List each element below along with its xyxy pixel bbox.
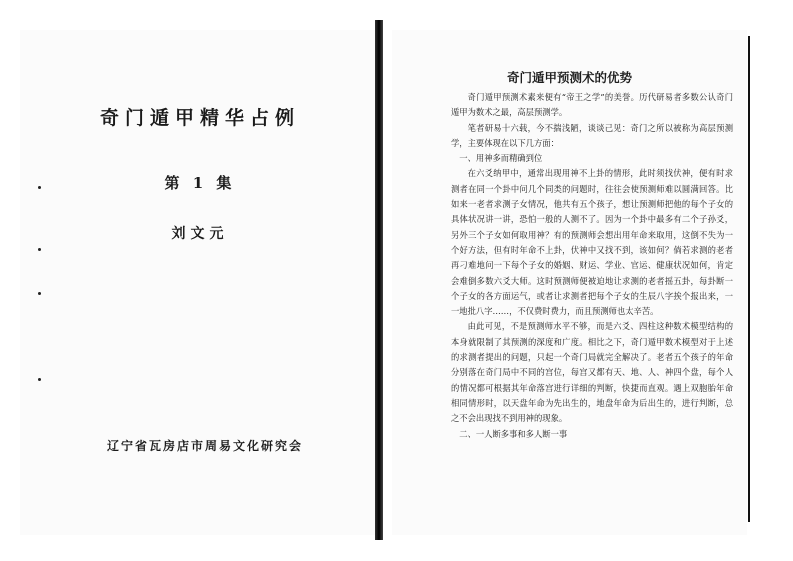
volume-number: 第 1 集 [164,174,236,192]
section-heading: 一、用神多而精确到位 [459,153,543,164]
book-spine [375,20,383,540]
publisher-name: 辽宁省瓦房店市周易文化研究会 [106,439,303,453]
scan-speck [38,248,41,251]
scan-speck [38,378,41,381]
scan-speck [38,186,41,189]
paragraph: 奇门遁甲预测术素来便有“帝王之学”的美誉。历代研易者多数公认奇门遁甲为数术之最，高层预测学。 [451,92,733,118]
article-title: 奇门遁甲预测术的优势 [506,70,632,85]
page-edge-line [748,36,750,522]
article-body [451,90,733,442]
paragraph: 笔者研易十六载，今不揣浅陋，谈谈己见：奇门之所以被称为高层预测学，主要体现在以下几方面： [451,122,733,148]
scan-speck [38,292,41,295]
author-name: 刘文元 [171,226,229,242]
paragraph: 由此可见，不是预测师水平不够，而是六爻、四柱这种数术模型结构的本身就限制了其预测的深度和广度。相比之下，奇门遁甲数术模型对于上述的求测者提出的问题，只起一个奇门局就完全解决了。老者五个孩子的年命分别落在奇门局中不同的宫位，每宫又都有天、地、人、神四个盘，每个人的情况都可根据其年命落宫进行详细的判断，快捷而直观。遇上双胞胎年命相同情形时，以天盘年命为先出生的，地盘年命为后出生的，进行判断，总之不会出现找不到用神的现象。 [451,321,733,424]
section-heading: 二、一人断多事和多人断一事 [459,428,568,439]
book-title: 奇门遁甲精华占例 [99,107,300,129]
paragraph: 在六爻纳甲中，通常出现用神不上卦的情形，此时须找伏神，便有时求测者在同一个卦中问几个同类的问题时，往往会使预测师难以圆满回答。比如来一老者求测子女情况，他共有五个孩子，想让预测师把他的每个子女的具体状况讲一讲，恐怕一般的人测不了。因为一个卦中最多有二个子孙爻，另外三个子女如何取用神？有的预测师会想出用年命来取用，这倒不失为一个好方法，但有时年命不上卦，伏神中又找不到，该如何？倘若求测的老者再刁难地问一下每个子女的婚姻、财运、学业、官运、健康状况如何，肯定会难倒多数六爻大师。这时预测师便被迫地让求测的老者摇五卦，每卦断一个子女的各方面运气，或者让求测者把每个子女的生辰八字挨个报出来，一一地批八字……，不仅费时费力，而且预测师也太辛苦。 [451,168,733,317]
